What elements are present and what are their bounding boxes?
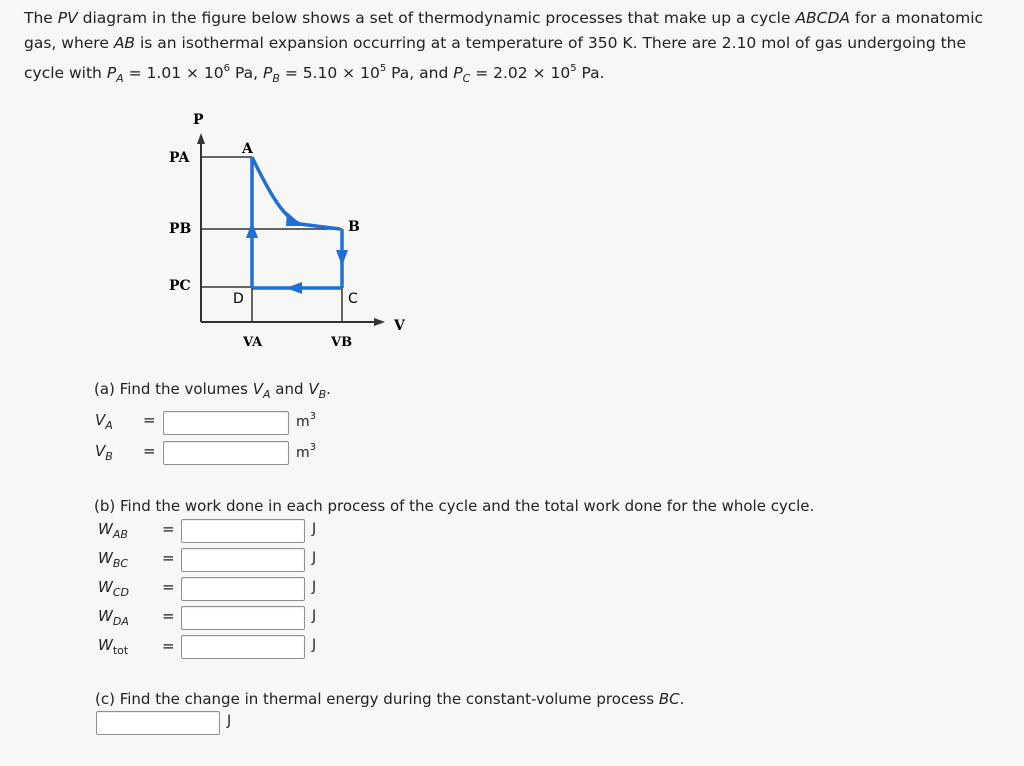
moles-value: 2.10 (721, 34, 757, 52)
equals-sign: = (162, 607, 175, 625)
part-c-prompt (95, 690, 684, 708)
wcd-unit: J (312, 579, 317, 595)
va-label: VA (243, 335, 263, 350)
wab-unit: J (312, 521, 317, 537)
text: diagram in the figure below shows a set of thermodynamic processes that make up a cycle (82, 9, 791, 27)
process-ab-curve (252, 157, 340, 229)
sym: W (98, 636, 113, 654)
pa-mantissa: = 1.01 × 10 (128, 64, 224, 82)
vb-label: VB (331, 335, 353, 350)
sub: CD (112, 586, 129, 599)
sym: V (95, 411, 106, 429)
wcd-input[interactable] (181, 577, 305, 601)
p-axis-arrow-icon (197, 133, 205, 144)
problem-line-1 (24, 6, 1024, 31)
problem-line-3 (24, 56, 1024, 91)
wbc-unit: J (312, 550, 317, 566)
pb-mantissa: = 5.10 × 10 (284, 64, 380, 82)
point-c-label: C (348, 291, 358, 307)
sub: A (105, 419, 113, 432)
unit: m (296, 414, 310, 430)
equals-sign: = (143, 442, 156, 460)
text: K. There are (622, 34, 717, 52)
text: The (24, 9, 53, 27)
process-ab-arrow-icon (286, 212, 303, 226)
equals-sign: = (162, 520, 175, 538)
va-unit (296, 411, 316, 430)
wtot-input[interactable] (181, 635, 305, 659)
pa-letter: P (106, 64, 117, 82)
sub: tot (112, 644, 129, 657)
thermal-energy-input[interactable] (96, 711, 220, 735)
wab-row-label (98, 520, 128, 541)
problem-statement (24, 6, 1024, 91)
pc-value (475, 64, 576, 82)
pv-diagram (160, 105, 420, 355)
vb-sub: B (318, 388, 327, 401)
pb-sub: B (272, 72, 280, 85)
text: (c) Find the change in thermal energy during the constant-volume process (95, 690, 655, 708)
unit-exp: 3 (309, 411, 317, 422)
text: . (679, 690, 685, 708)
problem-line-2 (24, 31, 1024, 56)
sym: W (98, 520, 113, 538)
wab-input[interactable] (181, 519, 305, 543)
vb-row-label (95, 442, 113, 463)
point-a-label: A (242, 141, 253, 157)
sym: W (98, 578, 113, 596)
point-b-label: B (348, 219, 360, 235)
pb-exponent: 5 (379, 63, 387, 74)
pa-label: PA (169, 150, 190, 166)
pc-unit: Pa. (581, 64, 605, 82)
pa-sub: A (116, 72, 124, 85)
wda-row-label (98, 607, 129, 628)
sym: W (98, 549, 113, 567)
wda-unit: J (312, 608, 317, 624)
part-b-prompt: (b) Find the work done in each process of the cycle and the total work done for the whole cycle. (94, 497, 815, 515)
process-da-arrow-icon (246, 222, 258, 238)
pb-letter: P (262, 64, 273, 82)
text: cycle with (24, 64, 102, 82)
prompt-vb (308, 380, 327, 401)
text-ab: AB (113, 34, 136, 52)
text: . (326, 380, 331, 398)
pc-sub: C (462, 72, 471, 85)
part-a-prompt (94, 380, 331, 401)
process-bc-arrow-icon (336, 250, 348, 266)
pc-mantissa: = 2.02 × 10 (475, 64, 571, 82)
vb-unit (296, 442, 316, 461)
sub: BC (112, 557, 129, 570)
wbc-row-label (98, 549, 128, 570)
pa-unit: Pa, (234, 64, 259, 82)
unit: m (296, 445, 310, 461)
text: (a) Find the volumes (94, 380, 248, 398)
pb-symbol (262, 64, 280, 85)
sub: DA (112, 615, 129, 628)
process-cd-arrow-icon (286, 282, 302, 294)
va-row-label (95, 411, 113, 432)
pc-letter: P (453, 64, 463, 82)
pa-exponent: 6 (223, 63, 231, 74)
v-axis-arrow-icon (374, 318, 385, 326)
sym: W (98, 607, 113, 625)
prompt-va (252, 380, 271, 401)
thermal-energy-unit: J (227, 713, 232, 729)
vb-letter: V (308, 380, 319, 398)
pc-symbol (453, 64, 471, 85)
va-input[interactable] (163, 411, 289, 435)
pc-label: PC (169, 278, 191, 294)
equals-sign: = (162, 637, 175, 655)
vb-input[interactable] (163, 441, 289, 465)
text: gas, where (24, 34, 109, 52)
text: and (275, 380, 304, 398)
sub: AB (112, 528, 128, 541)
v-axis-label: V (394, 318, 405, 334)
point-d-label: D (233, 291, 244, 307)
wcd-row-label (98, 578, 129, 599)
text: is an isothermal expansion occurring at a temperature of (140, 34, 583, 52)
va-sub: A (262, 388, 271, 401)
wbc-input[interactable] (181, 548, 305, 572)
equals-sign: = (162, 549, 175, 567)
equals-sign: = (143, 411, 156, 429)
wtot-unit: J (312, 637, 317, 653)
pc-exponent: 5 (570, 63, 577, 74)
pa-symbol (106, 64, 124, 85)
pb-unit: Pa, and (391, 64, 449, 82)
sym: V (95, 442, 106, 460)
wtot-row-label (98, 636, 128, 657)
temperature-value: 350 (587, 34, 618, 52)
text-bc: BC (658, 690, 680, 708)
text: mol of gas undergoing the (761, 34, 967, 52)
unit-exp: 3 (309, 442, 317, 453)
pb-label: PB (169, 221, 192, 237)
text-cycle: ABCDA (795, 9, 851, 27)
wda-input[interactable] (181, 606, 305, 630)
sub: B (105, 450, 113, 463)
va-letter: V (252, 380, 263, 398)
p-axis-label: P (193, 112, 204, 128)
text: for a monatomic (854, 9, 984, 27)
equals-sign: = (162, 578, 175, 596)
pb-value (285, 64, 386, 82)
pa-value (129, 64, 230, 82)
text-pv: PV (57, 9, 78, 27)
